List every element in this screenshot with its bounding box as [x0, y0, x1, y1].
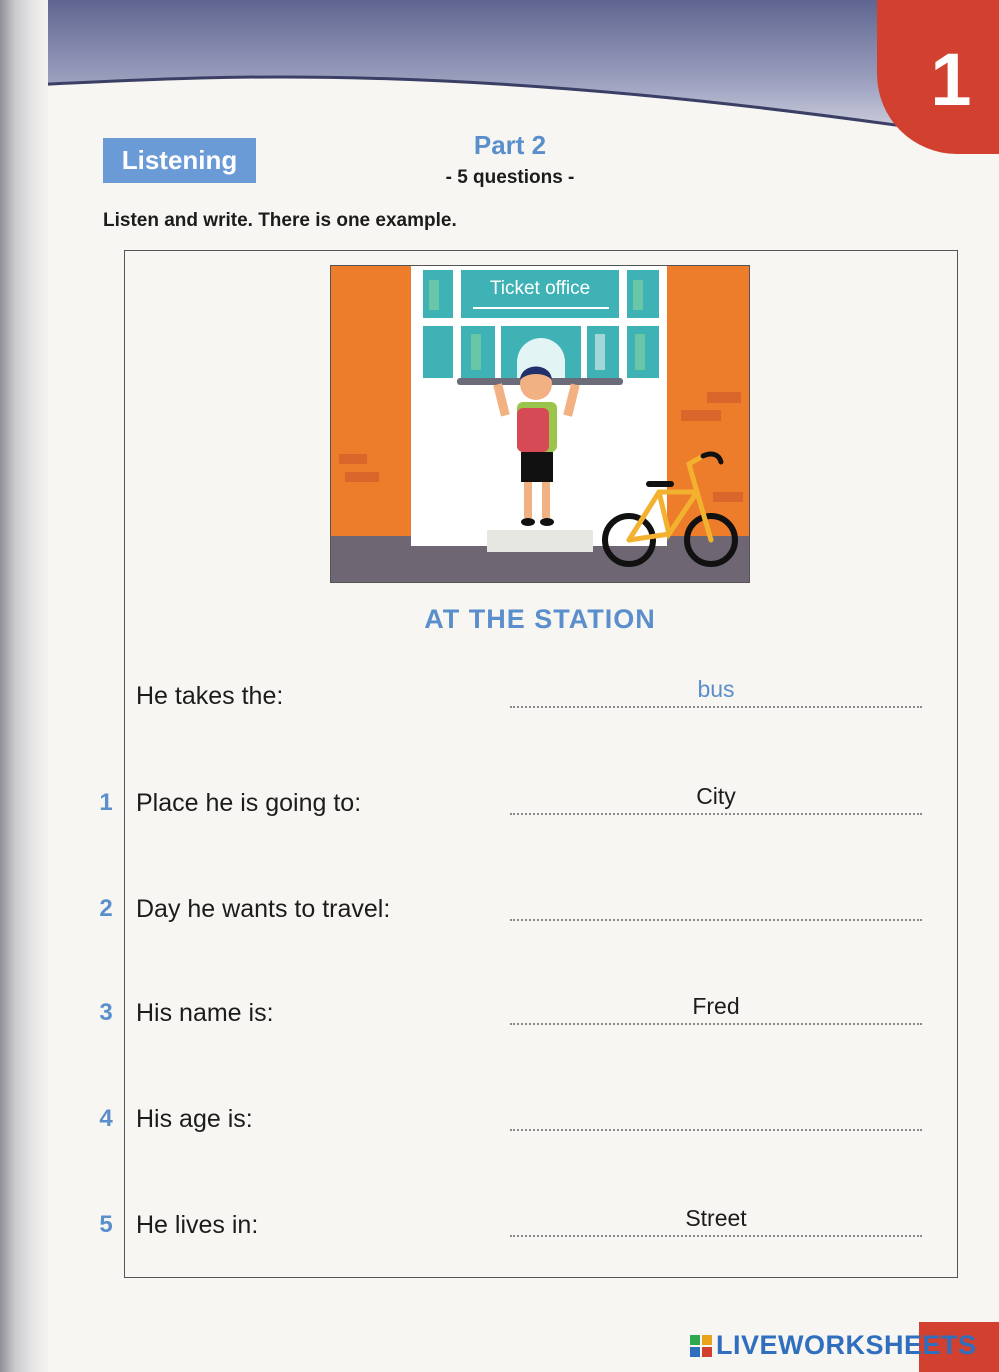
row-label: He takes the: [136, 682, 284, 710]
question-row-2 [96, 885, 926, 935]
answer-line [510, 1129, 922, 1131]
chapter-number: 1 [930, 37, 972, 121]
example-answer: bus [697, 676, 735, 702]
answer-line [510, 919, 922, 921]
row-number: 5 [99, 1211, 113, 1238]
illustration-title: AT THE STATION [424, 604, 656, 634]
row-label: His name is: [136, 999, 274, 1027]
part-subtitle: - 5 questions - [445, 167, 575, 188]
question-row-4 [96, 1095, 926, 1145]
row-label: He lives in: [136, 1211, 259, 1239]
row-label: Place he is going to: [136, 789, 362, 817]
answer-line [510, 1235, 922, 1237]
row-label: His age is: [136, 1105, 253, 1133]
example-row [96, 672, 926, 722]
row-number: 2 [99, 895, 113, 922]
instructions: Listen and write. There is one example. [103, 210, 457, 231]
answer-line [510, 813, 922, 815]
top-band [0, 0, 999, 150]
answer-field-5[interactable]: Street [685, 1205, 747, 1231]
answer-field-1[interactable]: City [696, 783, 736, 809]
section-label [103, 138, 256, 183]
watermark [716, 1330, 977, 1361]
row-number: 4 [99, 1105, 113, 1132]
section-label-text: Listening [121, 145, 238, 175]
row-number: 1 [99, 789, 113, 816]
answer-line [510, 706, 922, 708]
liveworksheets-logo-icon [690, 1335, 712, 1357]
question-row-5 [96, 1201, 926, 1251]
question-row-1 [96, 779, 926, 829]
question-row-3 [96, 989, 926, 1039]
watermark-text: LIVEWORKSHEETS [716, 1330, 977, 1360]
row-label: Day he wants to travel: [136, 895, 391, 923]
book-spine [0, 0, 48, 1372]
station-illustration [330, 265, 750, 583]
part-title: Part 2 [473, 130, 547, 160]
ticket-office-sign-text: Ticket office [489, 278, 591, 299]
row-number: 3 [99, 999, 113, 1026]
answer-field-3[interactable]: Fred [692, 993, 740, 1019]
left-brick-wall [331, 266, 411, 536]
answer-line [510, 1023, 922, 1025]
